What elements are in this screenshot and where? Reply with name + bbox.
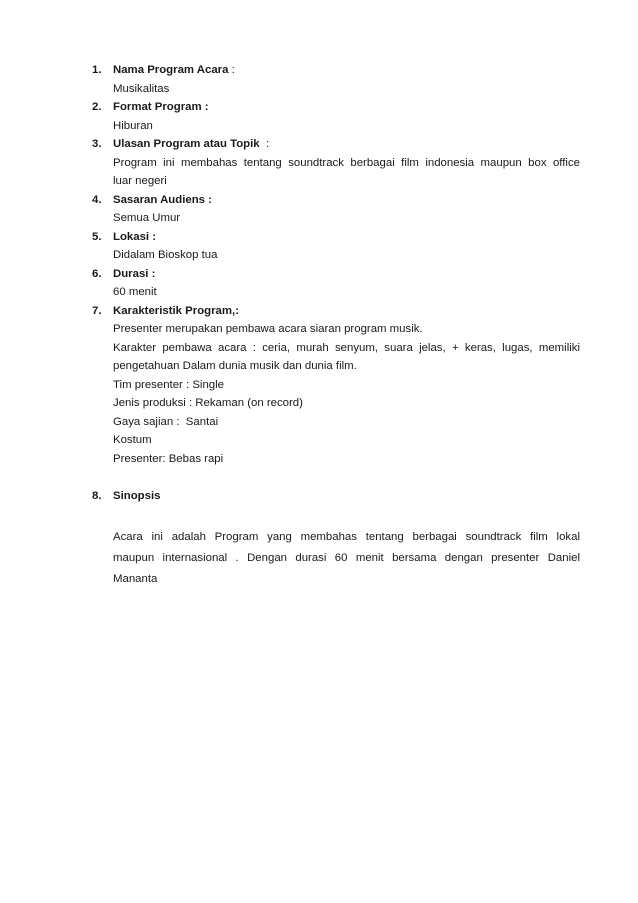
- item-text: pengetahuan Dalam dunia musik dan dunia film.: [113, 360, 357, 372]
- list-item-topic: [92, 135, 580, 191]
- item-text: luar negeri: [113, 175, 167, 187]
- item-heading: Lokasi :: [113, 230, 157, 243]
- item-text: Didalam Bioskop tua: [113, 249, 218, 261]
- item-number: 7.: [92, 304, 102, 317]
- item-text: Semua Umur: [113, 212, 181, 224]
- item-text: Hiburan: [113, 119, 153, 132]
- item-number: 1.: [92, 64, 102, 76]
- item-number: 8.: [92, 490, 102, 502]
- item-heading: Sasaran Audiens :: [113, 193, 212, 206]
- item-text: maupun internasional . Dengan durasi 60 menit bersama dengan presenter Daniel: [113, 551, 580, 564]
- item-number: 4.: [92, 193, 102, 206]
- item-heading-suffix: :: [259, 138, 270, 150]
- item-text: Gaya sajian : Santai: [113, 415, 219, 428]
- list-item-synopsis: [92, 487, 580, 590]
- item-text: Kostum: [113, 434, 152, 446]
- item-text: Presenter merupakan pembawa acara siaran program musik.: [113, 323, 423, 335]
- item-number: 3.: [92, 138, 102, 150]
- item-heading-suffix: :: [228, 64, 235, 76]
- item-heading: Karakteristik Program,:: [113, 304, 239, 317]
- item-heading: Durasi :: [113, 267, 156, 280]
- item-heading: Sinopsis: [113, 490, 161, 502]
- list-item-characteristics: [92, 302, 580, 469]
- list-item-program-name: [92, 61, 580, 98]
- list-item-location: [92, 228, 580, 265]
- item-number: 5.: [92, 230, 102, 243]
- item-text: Tim presenter : Single: [113, 378, 224, 391]
- item-heading: Format Program :: [113, 101, 209, 113]
- item-text: Musikalitas: [113, 82, 170, 95]
- item-text: Program ini membahas tentang soundtrack berbagai film indonesia maupun box office: [113, 156, 580, 169]
- program-list: [92, 61, 580, 590]
- item-heading: Ulasan Program atau Topik: [113, 138, 260, 150]
- item-text: Presenter: Bebas rapi: [113, 452, 224, 465]
- item-heading: Nama Program Acara: [113, 64, 229, 76]
- item-text: 60 menit: [113, 286, 157, 298]
- list-item-format: [92, 98, 580, 135]
- list-item-audience: [92, 191, 580, 228]
- synopsis-paragraph: [113, 527, 580, 590]
- item-text: Acara ini adalah Program yang membahas tentang berbagai soundtrack film lokal: [113, 530, 580, 543]
- item-text: Jenis produksi : Rekaman (on record): [113, 397, 303, 409]
- item-text: Mananta: [113, 572, 158, 585]
- item-text: Karakter pembawa acara : ceria, murah senyum, suara jelas, + keras, lugas, memiliki: [113, 341, 580, 354]
- list-item-duration: [92, 265, 580, 302]
- item-number: 6.: [92, 267, 102, 280]
- item-number: 2.: [92, 101, 102, 113]
